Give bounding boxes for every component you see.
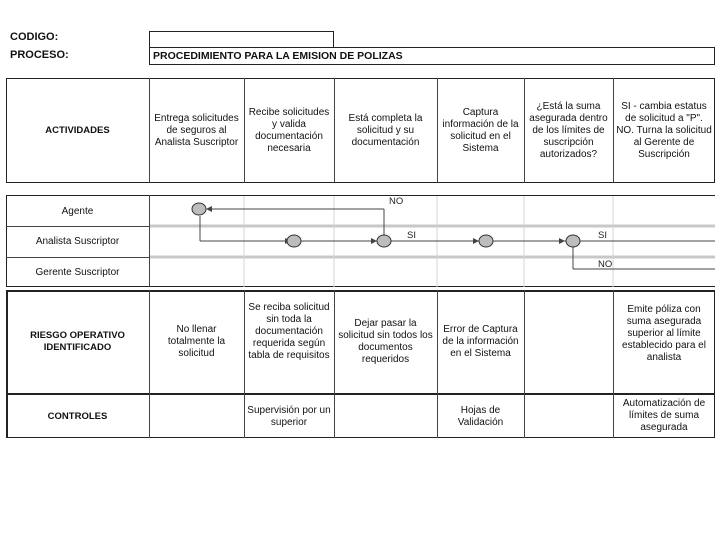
proceso-value: PROCEDIMIENTO PARA LA EMISION DE POLIZAS	[153, 50, 403, 62]
arrow-right	[559, 238, 565, 244]
codigo-label: CODIGO:	[10, 31, 59, 43]
divider	[524, 290, 525, 438]
arrow-right	[473, 238, 479, 244]
control-3: Automatización de límites de suma asegurada	[622, 397, 706, 433]
proceso-label: PROCESO:	[10, 49, 69, 61]
node-decision	[566, 235, 580, 247]
arrow-right	[371, 238, 377, 244]
actividad-6: SI - cambia estatus de solicitud a "P". NO. Turna la solicitud al Gerente de Suscripción	[616, 100, 712, 160]
control-1: Supervisión por un superior	[247, 404, 331, 428]
label-si-1: SI	[407, 230, 416, 241]
node-completa	[377, 235, 391, 247]
lane-analista: Analista Suscriptor	[35, 236, 120, 247]
node-entrega	[192, 203, 206, 215]
label-no-2: NO	[598, 259, 613, 270]
actividad-5: ¿Está la suma asegurada dentro de los límites de suscripción autorizados?	[529, 100, 608, 160]
actividad-2: Recibe solicitudes y valida documentación necesaria	[248, 106, 330, 154]
controles-label: CONTROLES	[47, 410, 108, 422]
riesgo-5: Emite póliza con suma asegurada superior al límite establecido para el analista	[622, 304, 706, 363]
node-recibe	[287, 235, 301, 247]
control-2: Hojas de Validación	[457, 404, 504, 428]
actividad-3: Está completa la solicitud y su documentación	[348, 112, 423, 148]
arrow-left	[206, 206, 212, 212]
riesgo-3: Dejar pasar la solicitud sin todos los documentos requeridos	[338, 317, 433, 365]
lane-agente: Agente	[61, 205, 94, 217]
lane-gerente: Gerente Suscriptor	[35, 266, 120, 278]
actividades-label: ACTIVIDADES	[45, 124, 110, 136]
riesgo-label: RIESGO OPERATIVO IDENTIFICADO	[30, 329, 125, 353]
riesgo-1: No llenar totalmente la solicitud	[167, 323, 226, 359]
label-no-1: NO	[389, 196, 404, 207]
node-captura	[479, 235, 493, 247]
riesgo-4: Error de Captura de la información en el Sistema	[442, 323, 519, 359]
actividad-4: Captura información de la solicitud en el Sistema	[442, 106, 519, 154]
riesgo-2: Se reciba solicitud sin toda la documentación requerida según tabla de requisitos	[248, 302, 330, 361]
actividad-1: Entrega solicitudes de seguros al Analista Suscriptor	[154, 112, 239, 148]
label-si-2: SI	[598, 230, 607, 241]
